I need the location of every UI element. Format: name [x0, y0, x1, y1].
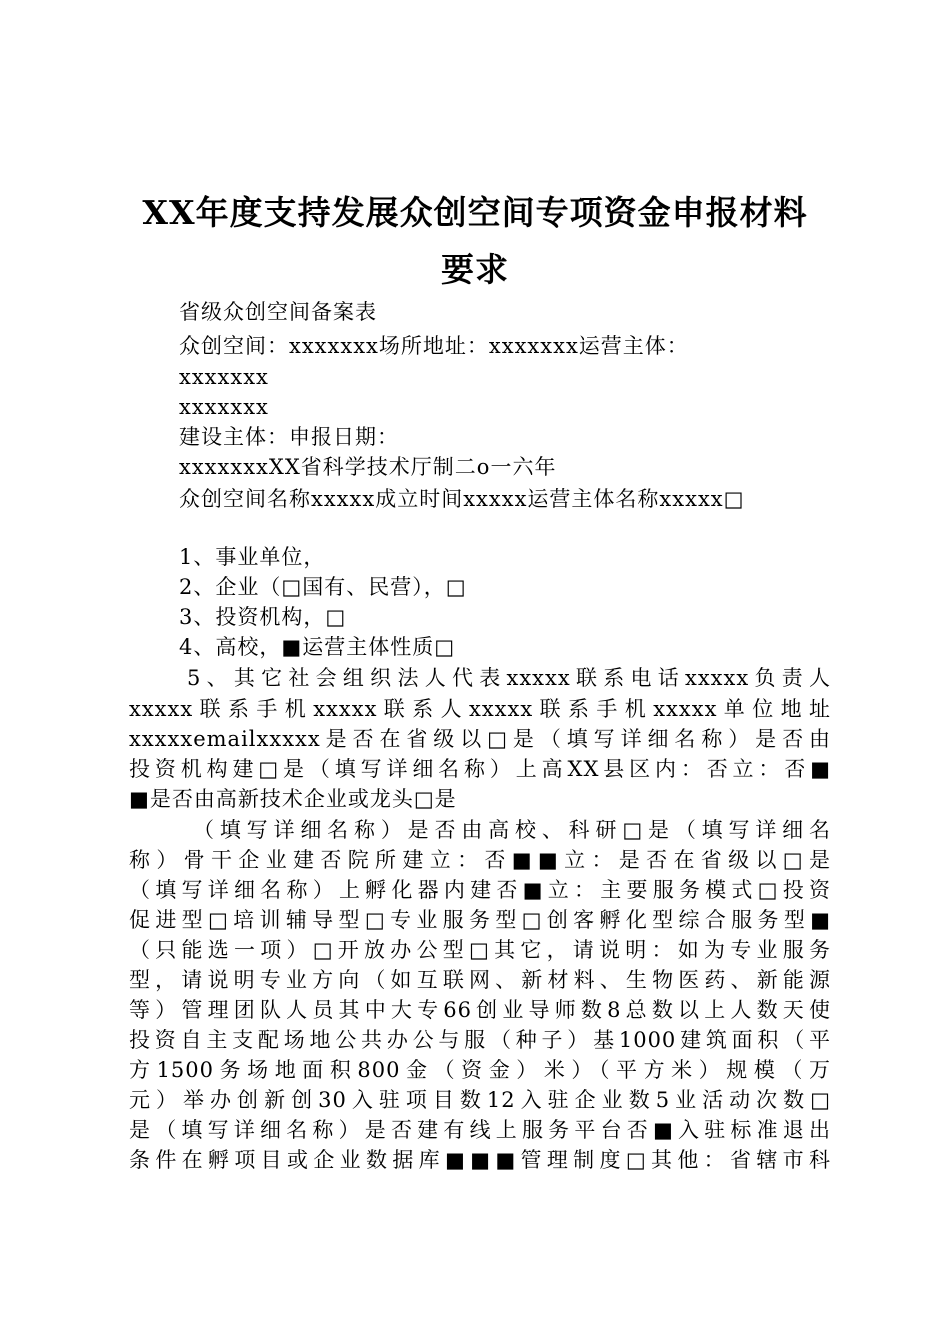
list-item: 3、投资机构，□ [179, 605, 347, 629]
body-line: 省级众创空间备案表 [179, 300, 377, 324]
body-line: 投资机构建□是（填写详细名称）上高XX县区内：否立：否■ [129, 757, 831, 781]
body-line: xxxxxxx [179, 395, 269, 419]
body-line: 等）管理团队人员其中大专66创业导师数8总数以上人数天使 [129, 998, 831, 1022]
list-item: 1、事业单位， [179, 545, 326, 569]
document-title-line-2: 要求 [441, 250, 509, 289]
body-line: xxxxxemailxxxxx是否在省级以□是（填写详细名称）是否由 [129, 727, 831, 751]
body-line: （填写详细名称）是否由高校、科研□是（填写详细名 [193, 818, 831, 842]
body-line: 5、其它社会组织法人代表xxxxx联系电话xxxxx负责人 [187, 666, 831, 690]
body-line: 方1500务场地面积800金（资金）米）（平方米）规模（万 [129, 1058, 831, 1082]
body-line: 条件在孵项目或企业数据库■■■管理制度□其他：省辖市科 [129, 1148, 831, 1172]
body-line: 元）举办创新创30入驻项目数12入驻企业数5业活动次数□ [129, 1088, 831, 1112]
body-line: 称）骨干企业建否院所建立：否■■立：是否在省级以□是 [129, 848, 831, 872]
body-line: ■是否由高新技术企业或龙头□是 [129, 787, 457, 811]
body-line: 众创空间：xxxxxxx场所地址：xxxxxxx运营主体： [179, 334, 689, 358]
body-line: 促进型□培训辅导型□专业服务型□创客孵化型综合服务型■ [129, 908, 831, 932]
body-line: xxxxx联系手机xxxxx联系人xxxxx联系手机xxxxx单位地址 [129, 697, 831, 721]
body-line: 型，请说明专业方向（如互联网、新材料、生物医药、新能源 [129, 968, 831, 992]
body-line: （只能选一项）□开放办公型□其它，请说明：如为专业服务 [129, 938, 831, 962]
list-item: 2、企业（□国有、民营），□ [179, 575, 467, 599]
body-line: 众创空间名称xxxxx成立时间xxxxx运营主体名称xxxxx□ [179, 487, 745, 511]
body-line: 是（填写详细名称）是否建有线上服务平台否■入驻标准退出 [129, 1118, 831, 1142]
body-line: xxxxxxxXX省科学技术厅制二o一六年 [179, 455, 557, 479]
document-title-line-1: XX年度支持发展众创空间专项资金申报材料 [142, 193, 808, 232]
body-line: （填写详细名称）上孵化器内建否■立：主要服务模式□投资 [129, 878, 831, 902]
body-line: 投资自主支配场地公共办公与服（种子）基1000建筑面积（平 [129, 1028, 831, 1052]
body-line: 建设主体：申报日期： [179, 425, 399, 449]
body-line: xxxxxxx [179, 365, 269, 389]
list-item: 4、高校，■运营主体性质□ [179, 635, 456, 659]
